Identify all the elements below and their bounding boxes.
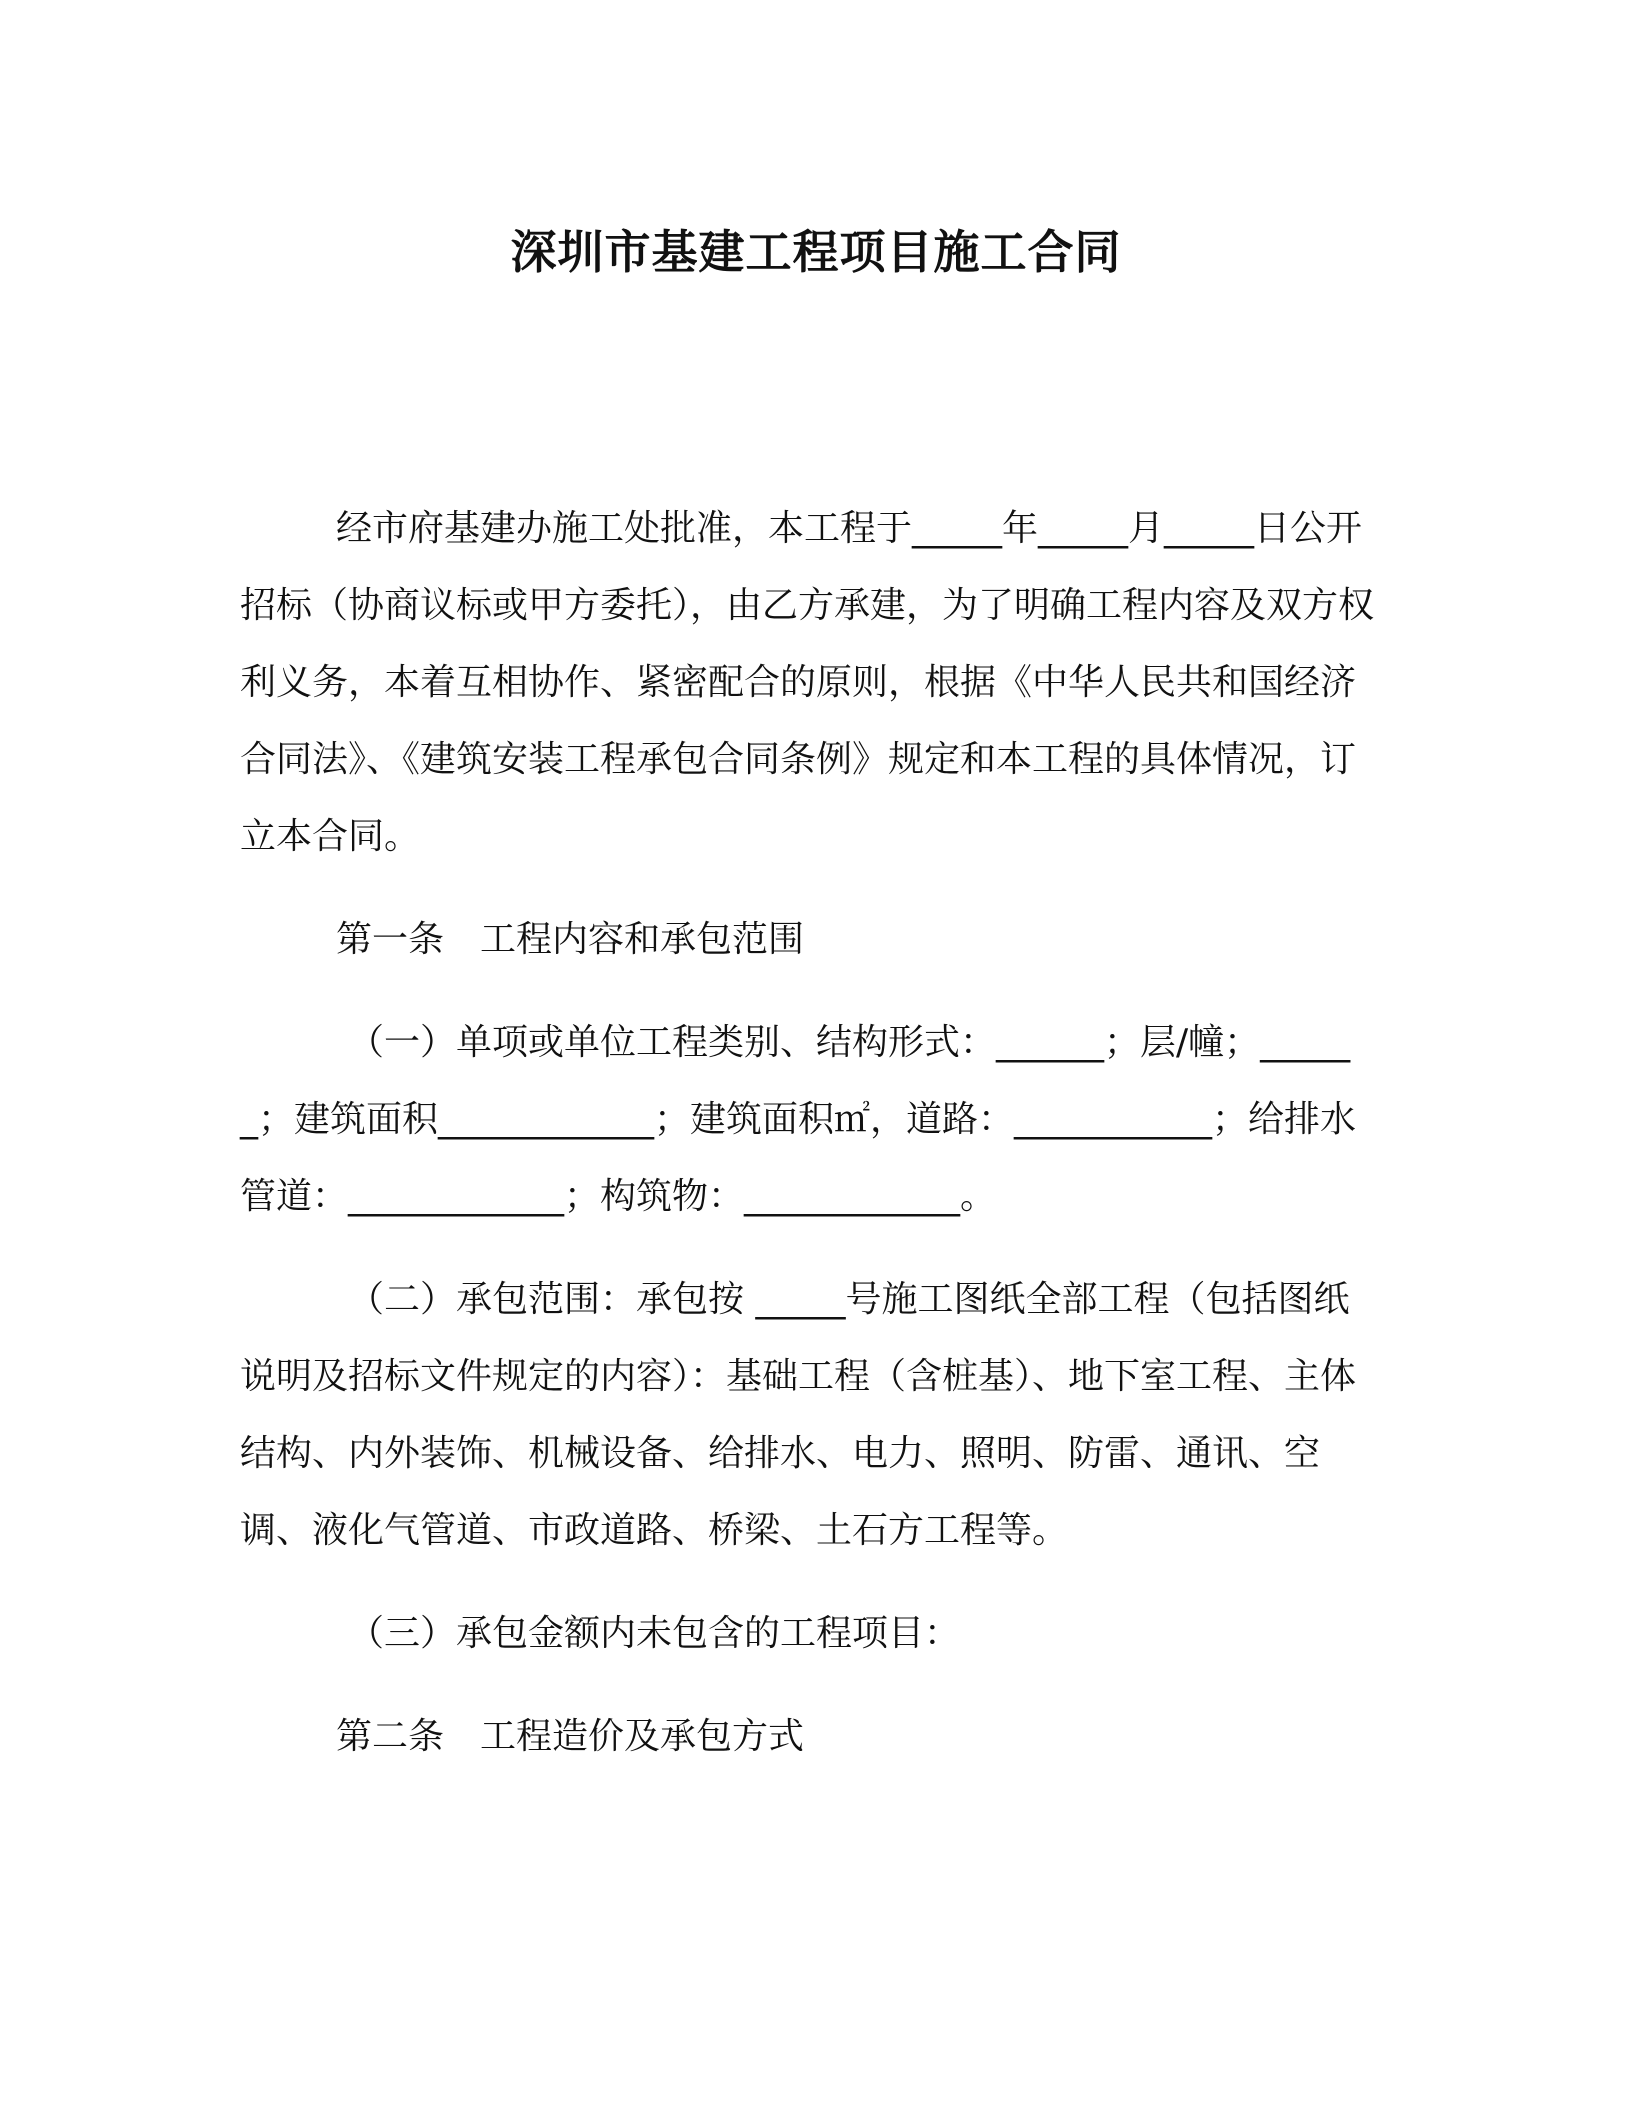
spacer (240, 1569, 1380, 1595)
article-1-item-2: （二）承包范围：承包按 _____号施工图纸全部工程（包括图纸说明及招标文件规定的内容）：基础工程（含桩基）、地下室工程、主体结构、内外装饰、机械设备、给排水、电力、照明、防雷、通讯、空调、液化气管道、市政道路、桥梁、土石方工程等。 (240, 1279, 1357, 1551)
article-2-heading: 第二条 工程造价及承包方式 (336, 1716, 805, 1757)
intro-paragraph: 经市府基建办施工处批准，本工程于_____年_____月_____日公开招标（协商议标或甲方委托），由乙方承建，为了明确工程内容及双方权利义务，本着互相协作、紧密配合的原则，根据《中华人民共和国经济合同法》、《建筑安装工程承包合同条例》规定和本工程的具体情况，订立本合同。 (240, 508, 1375, 857)
spacer (240, 1672, 1380, 1698)
article-1-item-1: （一）单项或单位工程类别、结构形式：______；层/幢；______；建筑面积____________；建筑面积㎡，道路：___________；给排水管道：____________；构筑物：____________。 (240, 1022, 1357, 1217)
document-body (240, 490, 1380, 1775)
spacer (240, 1235, 1380, 1261)
article-1-heading: 第一条 工程内容和承包范围 (336, 919, 805, 960)
spacer (240, 978, 1380, 1004)
document-title: 深圳市基建工程项目施工合同 (510, 225, 1122, 279)
article-1-item-3: （三）承包金额内未包含的工程项目： (348, 1613, 961, 1654)
spacer (240, 875, 1380, 901)
